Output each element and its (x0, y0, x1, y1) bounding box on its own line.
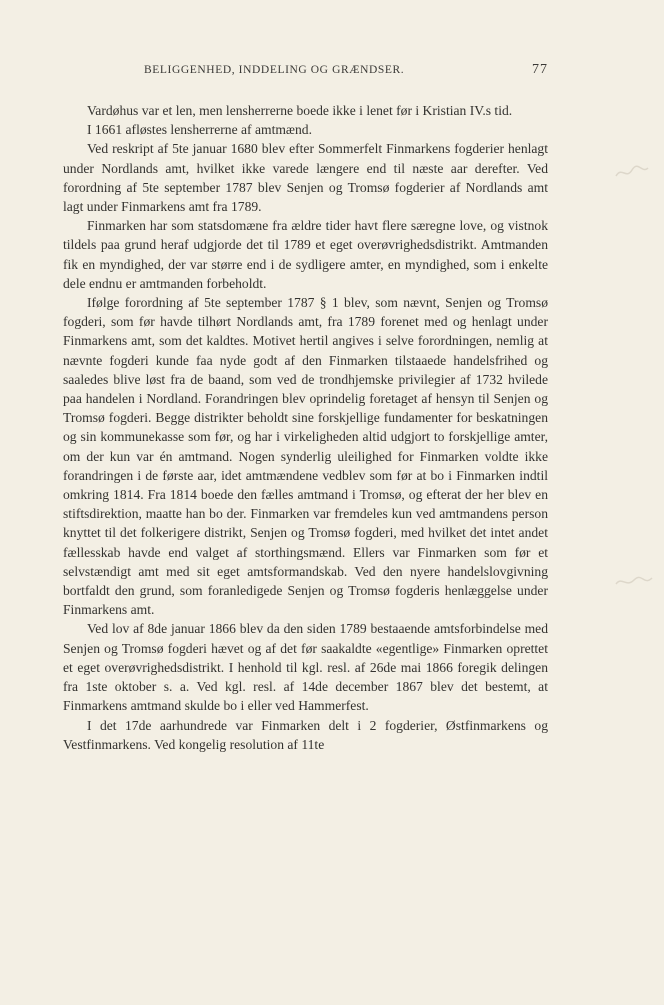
body-text (63, 101, 548, 754)
page-number: 77 (532, 62, 548, 77)
paragraph: I det 17de aarhundrede var Finmarken delt i 2 fogderier, Østfinmarkens og Vestfinmarkens. Ved kongelig resolution af 11te (63, 717, 548, 752)
running-title: BELIGGENHED, INDDELING OG GRÆNDSER. (144, 64, 405, 76)
paragraph: Ved lov af 8de januar 1866 blev da den siden 1789 bestaaende amtsforbindelse med Senjen og Tromsø fogderi hævet og af det før saakaldte «egentlige» Finmarken oprettet et eget overøvrighedsdistrikt. I henhold til kgl. resl. af 26de mai 1866 foregik delingen fra 1ste oktober s. a. Ved kgl. resl. af 14de december 1867 blev det bestemt, at Finmarkens amtmand skulde bo i eller ved Hammerfest. (63, 621, 548, 714)
paragraph: I 1661 afløstes lensherrerne af amtmænd. (87, 122, 312, 138)
paragraph: Ifølge forordning af 5te september 1787 § 1 blev, som nævnt, Senjen og Tromsø fogderi, som før havde tilhørt Nordlands amt, fra 1789 forenet med og henlagt under Finmarkens amt, som det kaldtes. Motivet hertil angives i selve forordningen, nemlig at nævnte fogderi kunde faa nyde godt af den Finmarken tilstaaede handelsfrihed og saaledes blive løst fra de baand, som ved de trondhjemske privilegier af 1732 hvilede paa handelen i Nordland. Forandringen blev oprindelig foretaget af hensyn til Senjen og Tromsø fogderi. Begge distrikter beholdt sine forskjellige fundamenter for beskatningen og sin kommunekasse som før, og har i virkeligheden altid udgjort to forskjellige amter, om der kun var én amtmand. Nogen synderlig uleilighed for Finmarken voldte ikke forandringen i de første aar, idet amtmændene vedblev som før at bo i Finmarken indtil omkring 1814. Fra 1814 boede den fælles amtmand i Tromsø, og efterat der her blev en stiftsdirektion, maatte han bo der. Finmarken var fremdeles kun ved amtmandens person knyttet til det folkerigere distrikt, Senjen og Tromsø fogderi, med hvilket det intet andet fællesskab havde end valget af storthingsmænd. Ellers var Finmarken som før et selvstændigt amt med sit eget amtsformandskab. Ved den nyere handelslovgivning bortfaldt den grund, som foranledigede Senjen og Tromsø fogderis henlæggelse under Finmarkens amt. (63, 295, 548, 618)
faint-margin-mark (612, 160, 652, 184)
paragraph: Ved reskript af 5te januar 1680 blev efter Sommerfelt Finmarkens fogderier henlagt under Nordlands amt, hvilket ikke varede længere end til næste aar derefter. Ved forordning af 5te september 1787 blev Senjen og Tromsø fogderier af Nordlands amt lagt under Finmarkens amt fra 1789. (63, 141, 548, 215)
faint-margin-mark (612, 570, 656, 594)
paragraph: Vardøhus var et len, men lensherrerne boede ikke i lenet før i Kristian IV.s tid. (87, 103, 513, 118)
paragraph: Finmarken har som statsdomæne fra ældre tider havt flere særegne love, og vistnok tildels paa grund heraf udgjorde det til 1789 et eget overøvrighedsdistrikt. Amtmanden fik en myndighed, der var større end i de sydligere amter, en myndighed, som i enkelte dele endnu er amtmanden forbeholdt. (63, 218, 548, 291)
